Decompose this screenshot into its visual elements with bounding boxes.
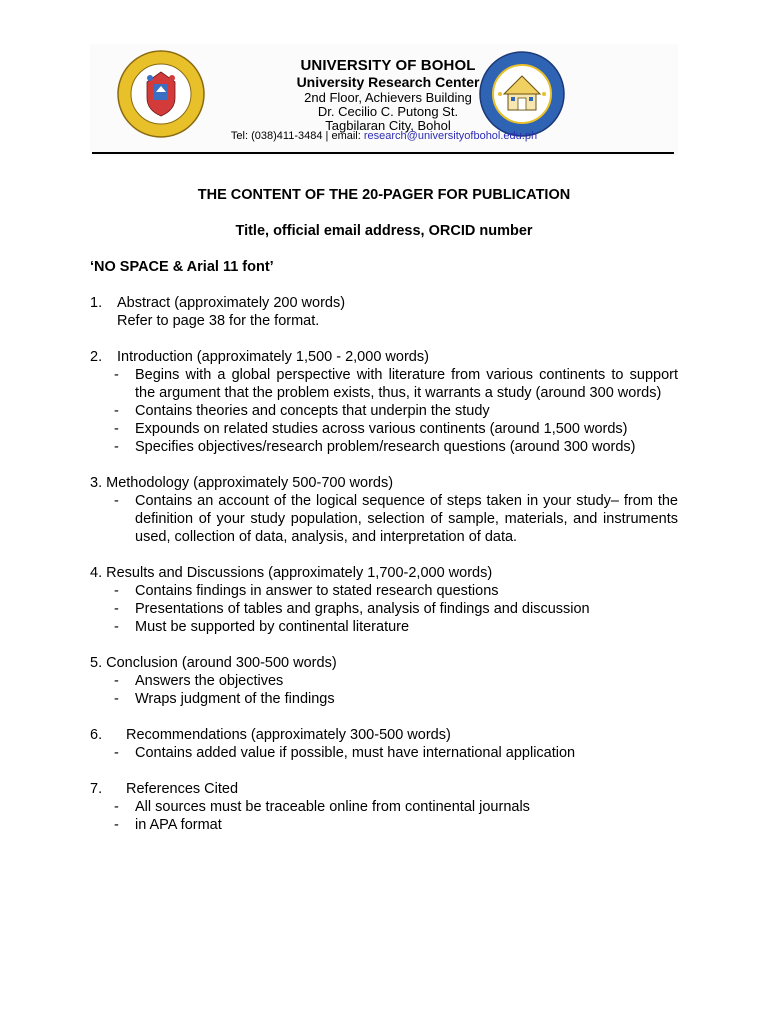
list-item: - Contains an account of the logical sequence of steps taken in your study– from the definition of your study population, selection of sample, materials, and instruments used, collection of data, analysis, and interpretation of data. <box>90 492 678 546</box>
list-item: - Expounds on related studies across various continents (around 1,500 words) <box>90 420 678 438</box>
section-title: References Cited <box>126 781 239 797</box>
list-item: - Contains theories and concepts that underpin the study <box>90 402 678 420</box>
document-title: THE CONTENT OF THE 20-PAGER FOR PUBLICATION <box>197 187 571 203</box>
university-name: UNIVERSITY OF BOHOL <box>300 57 476 74</box>
list-item: - Contains added value if possible, must have international application <box>90 744 678 762</box>
list-item: - Wraps judgment of the findings <box>90 690 678 708</box>
address-line-2: Dr. Cecilio C. Putong St. <box>317 104 459 119</box>
address-line-1: 2nd Floor, Achievers Building <box>304 90 472 105</box>
email-label: | email: <box>325 130 361 142</box>
section-number: 4. <box>90 565 103 581</box>
document-subtitle: Title, official email address, ORCID number <box>235 223 533 239</box>
section-number: 1. <box>90 295 103 311</box>
list-item: - Must be supported by continental literature <box>90 618 678 636</box>
list-item: - in APA format <box>90 816 678 834</box>
section-title: Results and Discussions (approximately 1,700-2,000 words) <box>106 565 493 581</box>
email-link[interactable]: research@universityofbohol.edu.ph <box>363 130 538 142</box>
section-heading <box>90 294 678 312</box>
research-center-name: University Research Center <box>296 74 480 90</box>
list-item: - Specifies objectives/research problem/research questions (around 300 words) <box>90 438 678 456</box>
tel-number: (038)411-3484 <box>251 130 323 142</box>
section-heading <box>90 474 678 492</box>
document-body <box>90 186 678 852</box>
tel-label: Tel: <box>230 130 249 142</box>
bullet-list <box>90 744 678 762</box>
section-abstract <box>90 294 678 330</box>
format-note: ‘NO SPACE & Arial 11 font’ <box>90 259 274 275</box>
section-recommendations <box>90 726 678 762</box>
section-number: 3. <box>90 475 103 491</box>
header-divider <box>92 152 674 154</box>
university-seal-logo <box>116 48 206 140</box>
address-line-3: Tagbilaran City, Bohol <box>325 118 451 133</box>
list-item: - Answers the objectives <box>90 672 678 690</box>
contact-line <box>0 131 768 142</box>
bullet-list <box>90 492 678 546</box>
section-number: 7. <box>90 781 103 797</box>
section-number: 2. <box>90 349 103 365</box>
bullet-list <box>90 798 678 834</box>
section-title: Recommendations (approximately 300-500 words) <box>126 727 451 743</box>
section-methodology <box>90 474 678 546</box>
section-heading <box>90 348 678 366</box>
section-note: Refer to page 38 for the format. <box>117 313 320 329</box>
section-conclusion <box>90 654 678 708</box>
section-title: Introduction (approximately 1,500 - 2,000 words) <box>117 349 429 365</box>
list-item: - Begins with a global perspective with literature from various continents to support the argument that the problem exists, thus, it warrants a study (around 300 words) <box>90 366 678 402</box>
bullet-list <box>90 366 678 456</box>
section-title: Abstract (approximately 200 words) <box>117 295 346 311</box>
bullet-list <box>90 672 678 708</box>
section-title: Conclusion (around 300-500 words) <box>106 655 337 671</box>
section-heading <box>90 780 678 798</box>
section-number: 6. <box>90 727 103 743</box>
list-item: - Contains findings in answer to stated research questions <box>90 582 678 600</box>
section-results <box>90 564 678 636</box>
section-number: 5. <box>90 655 103 671</box>
list-item: - Presentations of tables and graphs, analysis of findings and discussion <box>90 600 678 618</box>
section-title: Methodology (approximately 500-700 words) <box>106 475 394 491</box>
section-heading <box>90 564 678 582</box>
bullet-list <box>90 582 678 636</box>
letterhead-text <box>238 58 538 133</box>
section-references <box>90 780 678 834</box>
list-item: - All sources must be traceable online from continental journals <box>90 798 678 816</box>
section-heading <box>90 726 678 744</box>
section-heading <box>90 654 678 672</box>
section-introduction <box>90 348 678 456</box>
